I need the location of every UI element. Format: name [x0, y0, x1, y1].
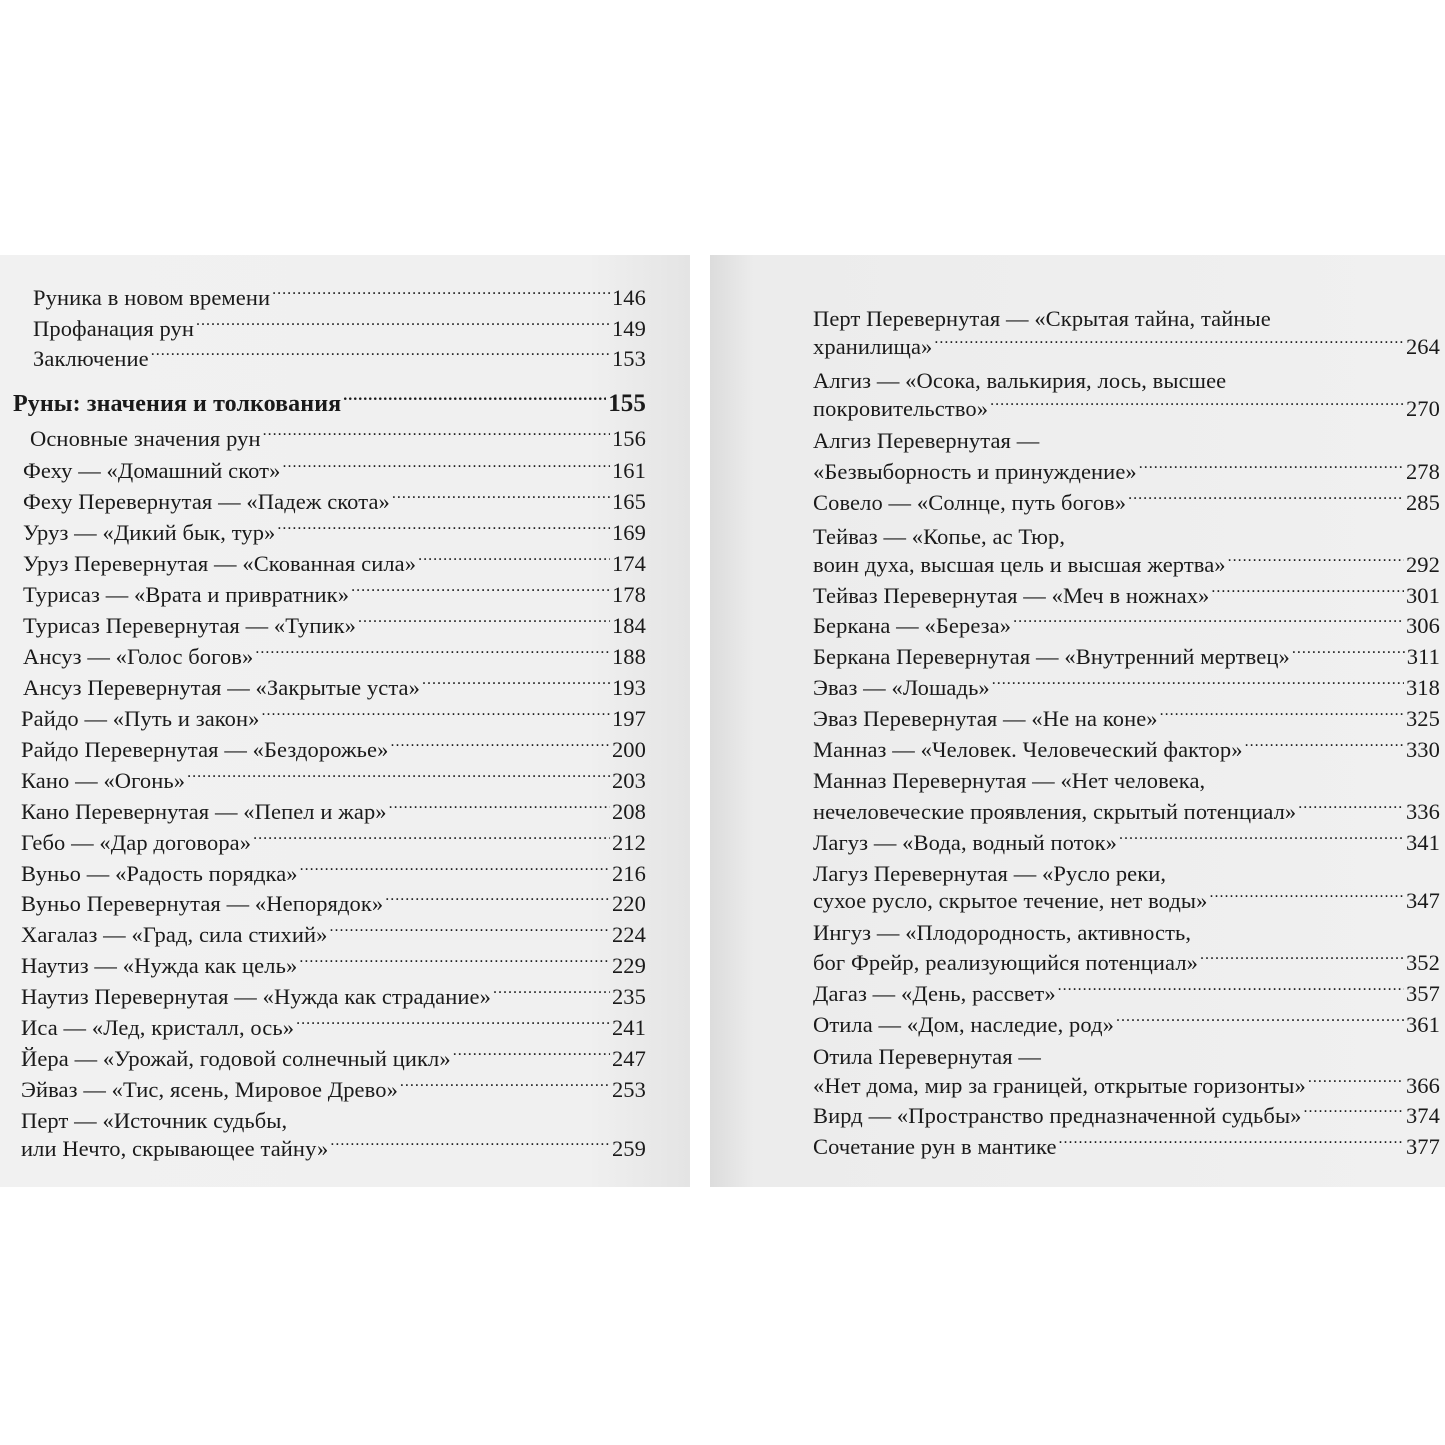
toc-page-number: 229	[611, 953, 646, 978]
toc-entry-title: Эваз — «Лошадь»	[813, 675, 990, 700]
toc-page-number: 311	[1406, 644, 1440, 669]
toc-page-number: 301	[1405, 583, 1440, 608]
dot-leader	[272, 283, 610, 305]
toc-entry-title: Сочетание рун в мантике	[813, 1134, 1057, 1159]
toc-entry-title: Наутиз — «Нужда как цель»	[21, 953, 298, 978]
dot-leader	[1308, 1071, 1404, 1093]
dot-leader	[493, 982, 610, 1004]
toc-page-number: 325	[1405, 706, 1440, 731]
toc-entry-title: бог Фрейр, реализующийся потенциал»	[813, 950, 1199, 975]
toc-entry-title: Манназ — «Человек. Человеческий фактор»	[813, 737, 1243, 762]
toc-entry	[21, 1133, 646, 1164]
toc-entry-title: Кано — «Огонь»	[21, 768, 186, 793]
dot-leader	[255, 642, 610, 664]
dot-leader	[277, 518, 610, 540]
toc-entry-title: Лагуз Перевернутая — «Русло реки,	[813, 861, 1167, 886]
toc-page-number: 169	[611, 520, 646, 545]
toc-page-number: 285	[1405, 490, 1440, 515]
toc-entry-title: Руны: значения и толкования	[13, 391, 342, 417]
toc-entry	[813, 1131, 1440, 1162]
toc-entry	[21, 827, 646, 858]
toc-entry-title: Дагаз — «День, рассвет»	[813, 981, 1056, 1006]
toc-page-number: 188	[611, 644, 646, 669]
toc-entry	[30, 423, 646, 454]
toc-entry-title: Отила Перевернутая —	[813, 1044, 1042, 1069]
toc-entry	[813, 580, 1440, 611]
dot-leader	[296, 1013, 610, 1035]
toc-page-number: 174	[611, 551, 646, 576]
toc-entry	[21, 981, 646, 1012]
toc-page-number: 270	[1405, 396, 1440, 421]
toc-section-heading	[13, 388, 646, 420]
toc-entry	[813, 610, 1440, 641]
toc-entry	[21, 1043, 646, 1074]
dot-leader	[330, 920, 610, 942]
toc-entry-title: или Нечто, скрывающее тайну»	[21, 1136, 329, 1161]
toc-page-number: 146	[611, 285, 646, 310]
toc-page-number: 216	[611, 861, 646, 886]
toc-entry	[23, 579, 646, 610]
toc-page-number: 341	[1405, 830, 1440, 855]
toc-entry-title: Тейваз — «Копье, ас Тюр,	[813, 524, 1066, 549]
toc-entry	[813, 947, 1440, 978]
toc-entry-title: Отила — «Дом, наследие, род»	[813, 1012, 1115, 1037]
toc-entry-title: Беркана — «Береза»	[813, 613, 1012, 638]
toc-entry	[23, 548, 646, 579]
toc-entry	[21, 734, 646, 765]
toc-entry-title: Райдо Перевернутая — «Бездорожье»	[21, 737, 389, 762]
toc-page-number: 357	[1405, 981, 1440, 1006]
toc-page-number: 253	[611, 1077, 646, 1102]
toc-entry	[813, 1041, 1041, 1072]
toc-entry	[813, 796, 1440, 827]
toc-entry-title: хранилища»	[813, 334, 933, 359]
toc-entry-title: Уруз — «Дикий бык, тур»	[23, 520, 276, 545]
toc-entry	[813, 1009, 1440, 1040]
toc-entry	[813, 303, 1271, 334]
toc-page-number: 149	[611, 316, 646, 341]
dot-leader	[385, 889, 610, 911]
toc-entry-title: Ансуз — «Голос богов»	[23, 644, 254, 669]
toc-entry	[813, 549, 1440, 580]
dot-leader	[390, 735, 609, 757]
toc-entry-title: Алгиз Перевернутая —	[813, 428, 1040, 453]
toc-page-number: 156	[611, 426, 646, 451]
toc-entry	[33, 282, 646, 313]
dot-leader	[1228, 550, 1404, 572]
toc-page-number: 374	[1405, 1103, 1440, 1128]
toc-page-number: 197	[611, 706, 646, 731]
dot-leader	[1059, 1132, 1404, 1154]
toc-entry-title: Гебо — «Дар договора»	[21, 830, 252, 855]
toc-entry-title: воин духа, высшая цель и высшая жертва»	[813, 552, 1226, 577]
toc-entry-title: покровительство»	[813, 396, 989, 421]
toc-entry-title: Тейваз Перевернутая — «Меч в ножнах»	[813, 583, 1210, 608]
dot-leader	[351, 580, 610, 602]
toc-entry	[21, 950, 646, 981]
toc-entry-title: Кано Перевернутая — «Пепел и жар»	[21, 799, 387, 824]
toc-entry	[813, 885, 1440, 916]
toc-entry	[813, 393, 1440, 424]
toc-page-number: 153	[611, 346, 646, 371]
toc-entry	[21, 1012, 646, 1043]
toc-entry	[21, 1074, 646, 1105]
toc-entry-title: Ансуз Перевернутая — «Закрытые уста»	[23, 675, 420, 700]
toc-entry-title: Иса — «Лед, кристалл, ось»	[21, 1015, 295, 1040]
toc-entry-title: Эваз Перевернутая — «Не на коне»	[813, 706, 1158, 731]
toc-entry-title: «Безвыборность и принуждение»	[813, 459, 1137, 484]
toc-entry	[813, 425, 1039, 456]
toc-page-number: 224	[611, 922, 646, 947]
toc-entry-title: Райдо — «Путь и закон»	[21, 706, 260, 731]
toc-page-number: 366	[1405, 1073, 1440, 1098]
dot-leader	[187, 766, 610, 788]
dot-leader	[1160, 704, 1404, 726]
toc-entry-title: Йера — «Урожай, годовой солнечный цикл»	[21, 1046, 451, 1071]
toc-page-number: 235	[611, 984, 646, 1009]
toc-entry	[813, 331, 1440, 362]
dot-leader	[282, 456, 610, 478]
toc-entry-title: Феху — «Домашний скот»	[23, 458, 281, 483]
toc-entry	[21, 858, 646, 889]
toc-page-number: 306	[1405, 613, 1440, 638]
dot-leader	[990, 394, 1404, 416]
toc-entry	[813, 365, 1226, 396]
dot-leader	[1116, 1010, 1404, 1032]
toc-page-number: 330	[1405, 737, 1440, 762]
toc-page-number: 220	[611, 891, 646, 916]
toc-entry-title: Наутиз Перевернутая — «Нужда как страдание»	[21, 984, 491, 1009]
toc-entry	[23, 672, 646, 703]
dot-leader	[1304, 1101, 1404, 1123]
toc-page-number: 208	[611, 799, 646, 824]
dot-leader	[1058, 979, 1404, 1001]
toc-entry-title: Алгиз — «Осока, валькирия, лось, высшее	[813, 368, 1227, 393]
toc-page-number: 193	[611, 675, 646, 700]
toc-entry	[23, 517, 646, 548]
toc-entry-title: Хагалаз — «Град, сила стихий»	[21, 922, 328, 947]
toc-entry	[813, 765, 1205, 796]
toc-entry	[813, 827, 1440, 858]
toc-entry-title: Совело — «Солнце, путь богов»	[813, 490, 1127, 515]
toc-page-number: 161	[611, 458, 646, 483]
dot-leader	[1200, 948, 1404, 970]
toc-entry	[813, 521, 1065, 552]
toc-entry-title: Эйваз — «Тис, ясень, Мировое Древо»	[21, 1077, 398, 1102]
toc-entry-title: Ингуз — «Плодородность, активность,	[813, 920, 1192, 945]
dot-leader	[263, 424, 610, 446]
toc-page-number: 184	[611, 613, 646, 638]
toc-entry	[33, 313, 646, 344]
toc-entry-title: сухое русло, скрытое течение, нет воды»	[813, 888, 1208, 913]
toc-page-number: 292	[1405, 552, 1440, 577]
toc-page-number: 278	[1405, 459, 1440, 484]
toc-entry	[813, 734, 1440, 765]
toc-entry	[21, 888, 646, 919]
dot-leader	[1211, 581, 1404, 603]
dot-leader	[453, 1044, 610, 1066]
dot-leader	[1013, 611, 1404, 633]
toc-entry-title: Феху Перевернутая — «Падеж скота»	[23, 489, 390, 514]
toc-page-number: 178	[611, 582, 646, 607]
toc-entry	[21, 1105, 287, 1136]
toc-entry	[21, 765, 646, 796]
toc-entry	[813, 456, 1440, 487]
toc-page-number: 212	[611, 830, 646, 855]
dot-leader	[389, 797, 610, 819]
toc-entry	[21, 796, 646, 827]
toc-page-number: 377	[1405, 1134, 1440, 1159]
right-page	[710, 255, 1445, 1187]
dot-leader	[422, 673, 610, 695]
toc-page-number: 203	[611, 768, 646, 793]
toc-entry-title: нечеловеческие проявления, скрытый потенциал»	[813, 799, 1297, 824]
left-page	[0, 255, 690, 1187]
toc-entry-title: Беркана Перевернутая — «Внутренний мертвец»	[813, 644, 1290, 669]
toc-entry	[21, 919, 646, 950]
dot-leader	[1298, 797, 1404, 819]
toc-entry-title: Основные значения рун	[30, 426, 261, 451]
toc-page-number: 247	[611, 1046, 646, 1071]
toc-entry-title: Вирд — «Пространство предназначенной судьбы»	[813, 1103, 1302, 1128]
toc-entry-title: Руника в новом времени	[33, 285, 271, 310]
toc-entry	[813, 641, 1440, 672]
toc-entry	[813, 672, 1440, 703]
dot-leader	[1119, 828, 1404, 850]
toc-page-number: 259	[611, 1136, 646, 1161]
toc-page-number: 347	[1405, 888, 1440, 913]
toc-entry-title: Манназ Перевернутая — «Нет человека,	[813, 768, 1206, 793]
dot-leader	[418, 549, 610, 571]
toc-page-number: 200	[611, 737, 646, 762]
toc-entry	[23, 610, 646, 641]
toc-entry-title: Перт Перевернутая — «Скрытая тайна, тайные	[813, 306, 1271, 331]
toc-entry	[23, 486, 646, 517]
toc-entry-title: Турисаз — «Врата и привратник»	[23, 582, 350, 607]
dot-leader	[358, 611, 610, 633]
dot-leader	[330, 1134, 610, 1156]
toc-page-number: 318	[1405, 675, 1440, 700]
toc-entry-title: Профанация рун	[33, 316, 195, 341]
dot-leader	[1128, 488, 1404, 510]
dot-leader	[262, 704, 610, 726]
toc-entry-title: Вуньо — «Радость порядка»	[21, 861, 298, 886]
dot-leader	[400, 1075, 610, 1097]
dot-leader	[1210, 886, 1404, 908]
dot-leader	[300, 859, 610, 881]
dot-leader	[1292, 642, 1405, 664]
dot-leader	[392, 487, 610, 509]
dot-leader	[151, 344, 610, 366]
toc-entry	[21, 703, 646, 734]
toc-entry	[33, 343, 646, 374]
toc-entry-title: Перт — «Источник судьбы,	[21, 1108, 288, 1133]
toc-page-number: 361	[1405, 1012, 1440, 1037]
dot-leader	[196, 314, 610, 336]
toc-page-number: 165	[611, 489, 646, 514]
toc-entry-title: Уруз Перевернутая — «Скованная сила»	[23, 551, 417, 576]
toc-entry-title: Заключение	[33, 346, 149, 371]
toc-entry	[23, 455, 646, 486]
toc-entry-title: Вуньо Перевернутая — «Непорядок»	[21, 891, 384, 916]
toc-entry	[813, 703, 1440, 734]
dot-leader	[253, 828, 610, 850]
dot-leader	[1245, 735, 1404, 757]
toc-page-number: 241	[611, 1015, 646, 1040]
toc-entry	[813, 1070, 1440, 1101]
toc-entry-title: «Нет дома, мир за границей, открытые горизонты»	[813, 1073, 1306, 1098]
toc-page-number: 352	[1405, 950, 1440, 975]
dot-leader	[299, 951, 610, 973]
dot-leader	[992, 673, 1404, 695]
toc-page-number: 155	[608, 390, 646, 417]
toc-page-number: 264	[1405, 334, 1440, 359]
toc-entry-title: Лагуз — «Вода, водный поток»	[813, 830, 1118, 855]
dot-leader	[343, 389, 606, 411]
toc-entry-title: Турисаз Перевернутая — «Тупик»	[23, 613, 356, 638]
toc-entry	[23, 641, 646, 672]
dot-leader	[1139, 457, 1404, 479]
toc-page-number: 336	[1405, 799, 1440, 824]
toc-entry	[813, 487, 1440, 518]
toc-entry	[813, 978, 1440, 1009]
toc-entry	[813, 1100, 1440, 1131]
page-gutter	[690, 255, 710, 1187]
toc-entry	[813, 917, 1191, 948]
dot-leader	[934, 332, 1404, 354]
